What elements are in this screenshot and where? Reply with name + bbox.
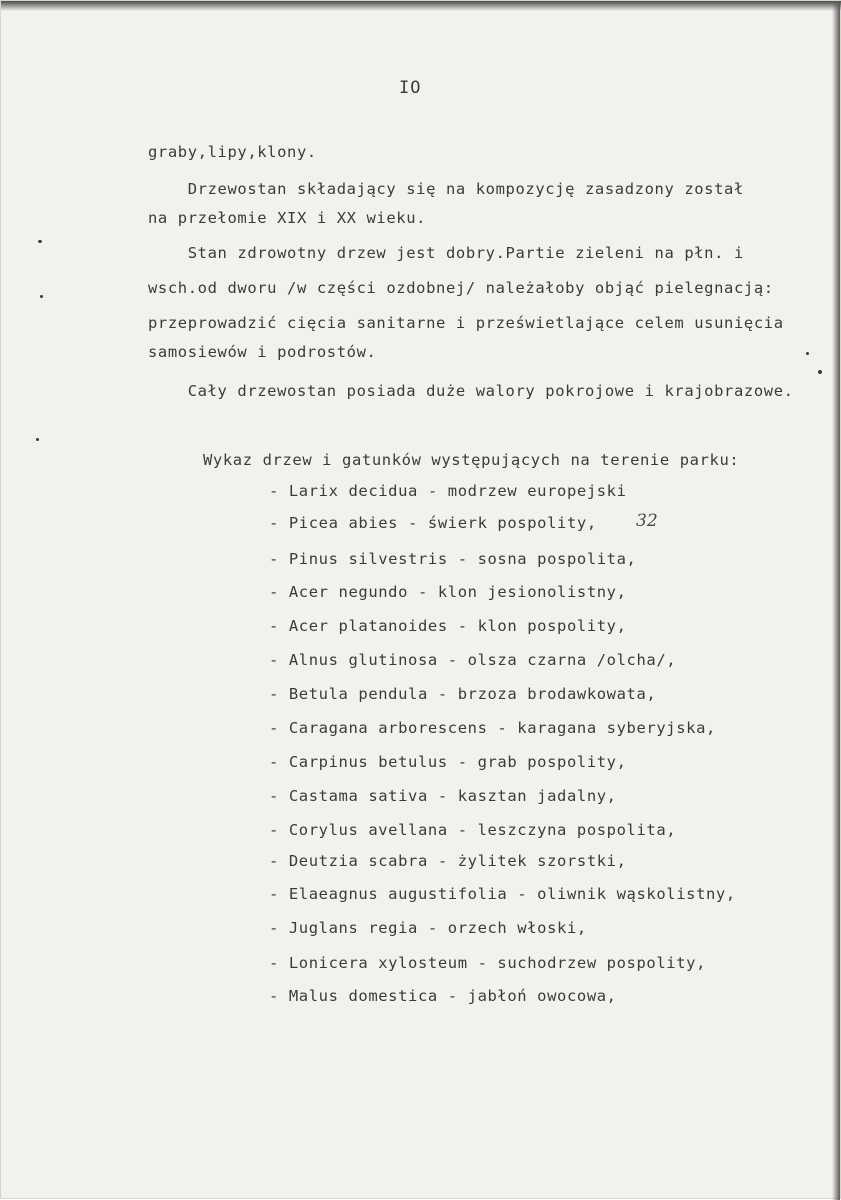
species-item: - Larix decidua - modrzew europejski	[269, 482, 627, 500]
paragraph-line: Drzewostan składający się na kompozycję zasadzony został	[148, 180, 744, 198]
species-item: - Picea abies - świerk pospolity,	[269, 514, 597, 532]
paragraph-line: samosiewów i podrostów.	[148, 343, 377, 361]
species-item: - Betula pendula - brzoza brodawkowata,	[269, 685, 657, 703]
species-item: - Juglans regia - orzech włoski,	[269, 919, 587, 937]
species-item: - Deutzia scabra - żylitek szorstki,	[269, 852, 627, 870]
species-item: - Corylus avellana - leszczyna pospolita,	[269, 821, 677, 839]
margin-dot	[40, 295, 43, 298]
margin-dot	[818, 370, 822, 374]
species-item: - Pinus silvestris - sosna pospolita,	[269, 550, 637, 568]
paragraph-line: Cały drzewostan posiada duże walory pokrojowe i krajobrazowe.	[148, 382, 794, 400]
margin-dot	[36, 438, 39, 441]
handwritten-note: 32	[636, 511, 658, 531]
paragraph-line: Stan zdrowotny drzew jest dobry.Partie zieleni na płn. i	[148, 244, 744, 262]
scan-edge-top	[1, 1, 841, 11]
species-item: - Lonicera xylosteum - suchodrzew pospolity,	[269, 954, 706, 972]
margin-dot	[38, 240, 42, 243]
margin-dot	[806, 352, 809, 355]
species-item: - Acer negundo - klon jesionolistny,	[269, 583, 627, 601]
paragraph-line: przeprowadzić cięcia sanitarne i prześwietlające celem usunięcia	[148, 314, 784, 332]
page-number: IO	[399, 78, 422, 98]
species-item: - Acer platanoides - klon pospolity,	[269, 617, 627, 635]
species-item: - Castama sativa - kasztan jadalny,	[269, 787, 617, 805]
species-item: - Malus domestica - jabłoń owocowa,	[269, 987, 617, 1005]
paragraph-line: graby,lipy,klony.	[148, 143, 317, 161]
paragraph-line: wsch.od dworu /w części ozdobnej/ należałoby objąć pielegnacją:	[148, 279, 774, 297]
species-item: - Alnus glutinosa - olsza czarna /olcha/,	[269, 651, 677, 669]
species-item: - Caragana arborescens - karagana syberyjska,	[269, 719, 716, 737]
paragraph-line: na przełomie XIX i XX wieku.	[148, 209, 427, 227]
list-heading: Wykaz drzew i gatunków występujących na terenie parku:	[203, 451, 740, 469]
species-item: - Carpinus betulus - grab pospolity,	[269, 753, 627, 771]
scan-edge-right	[832, 1, 840, 1200]
species-item: - Elaeagnus augustifolia - oliwnik wąskolistny,	[269, 885, 736, 903]
